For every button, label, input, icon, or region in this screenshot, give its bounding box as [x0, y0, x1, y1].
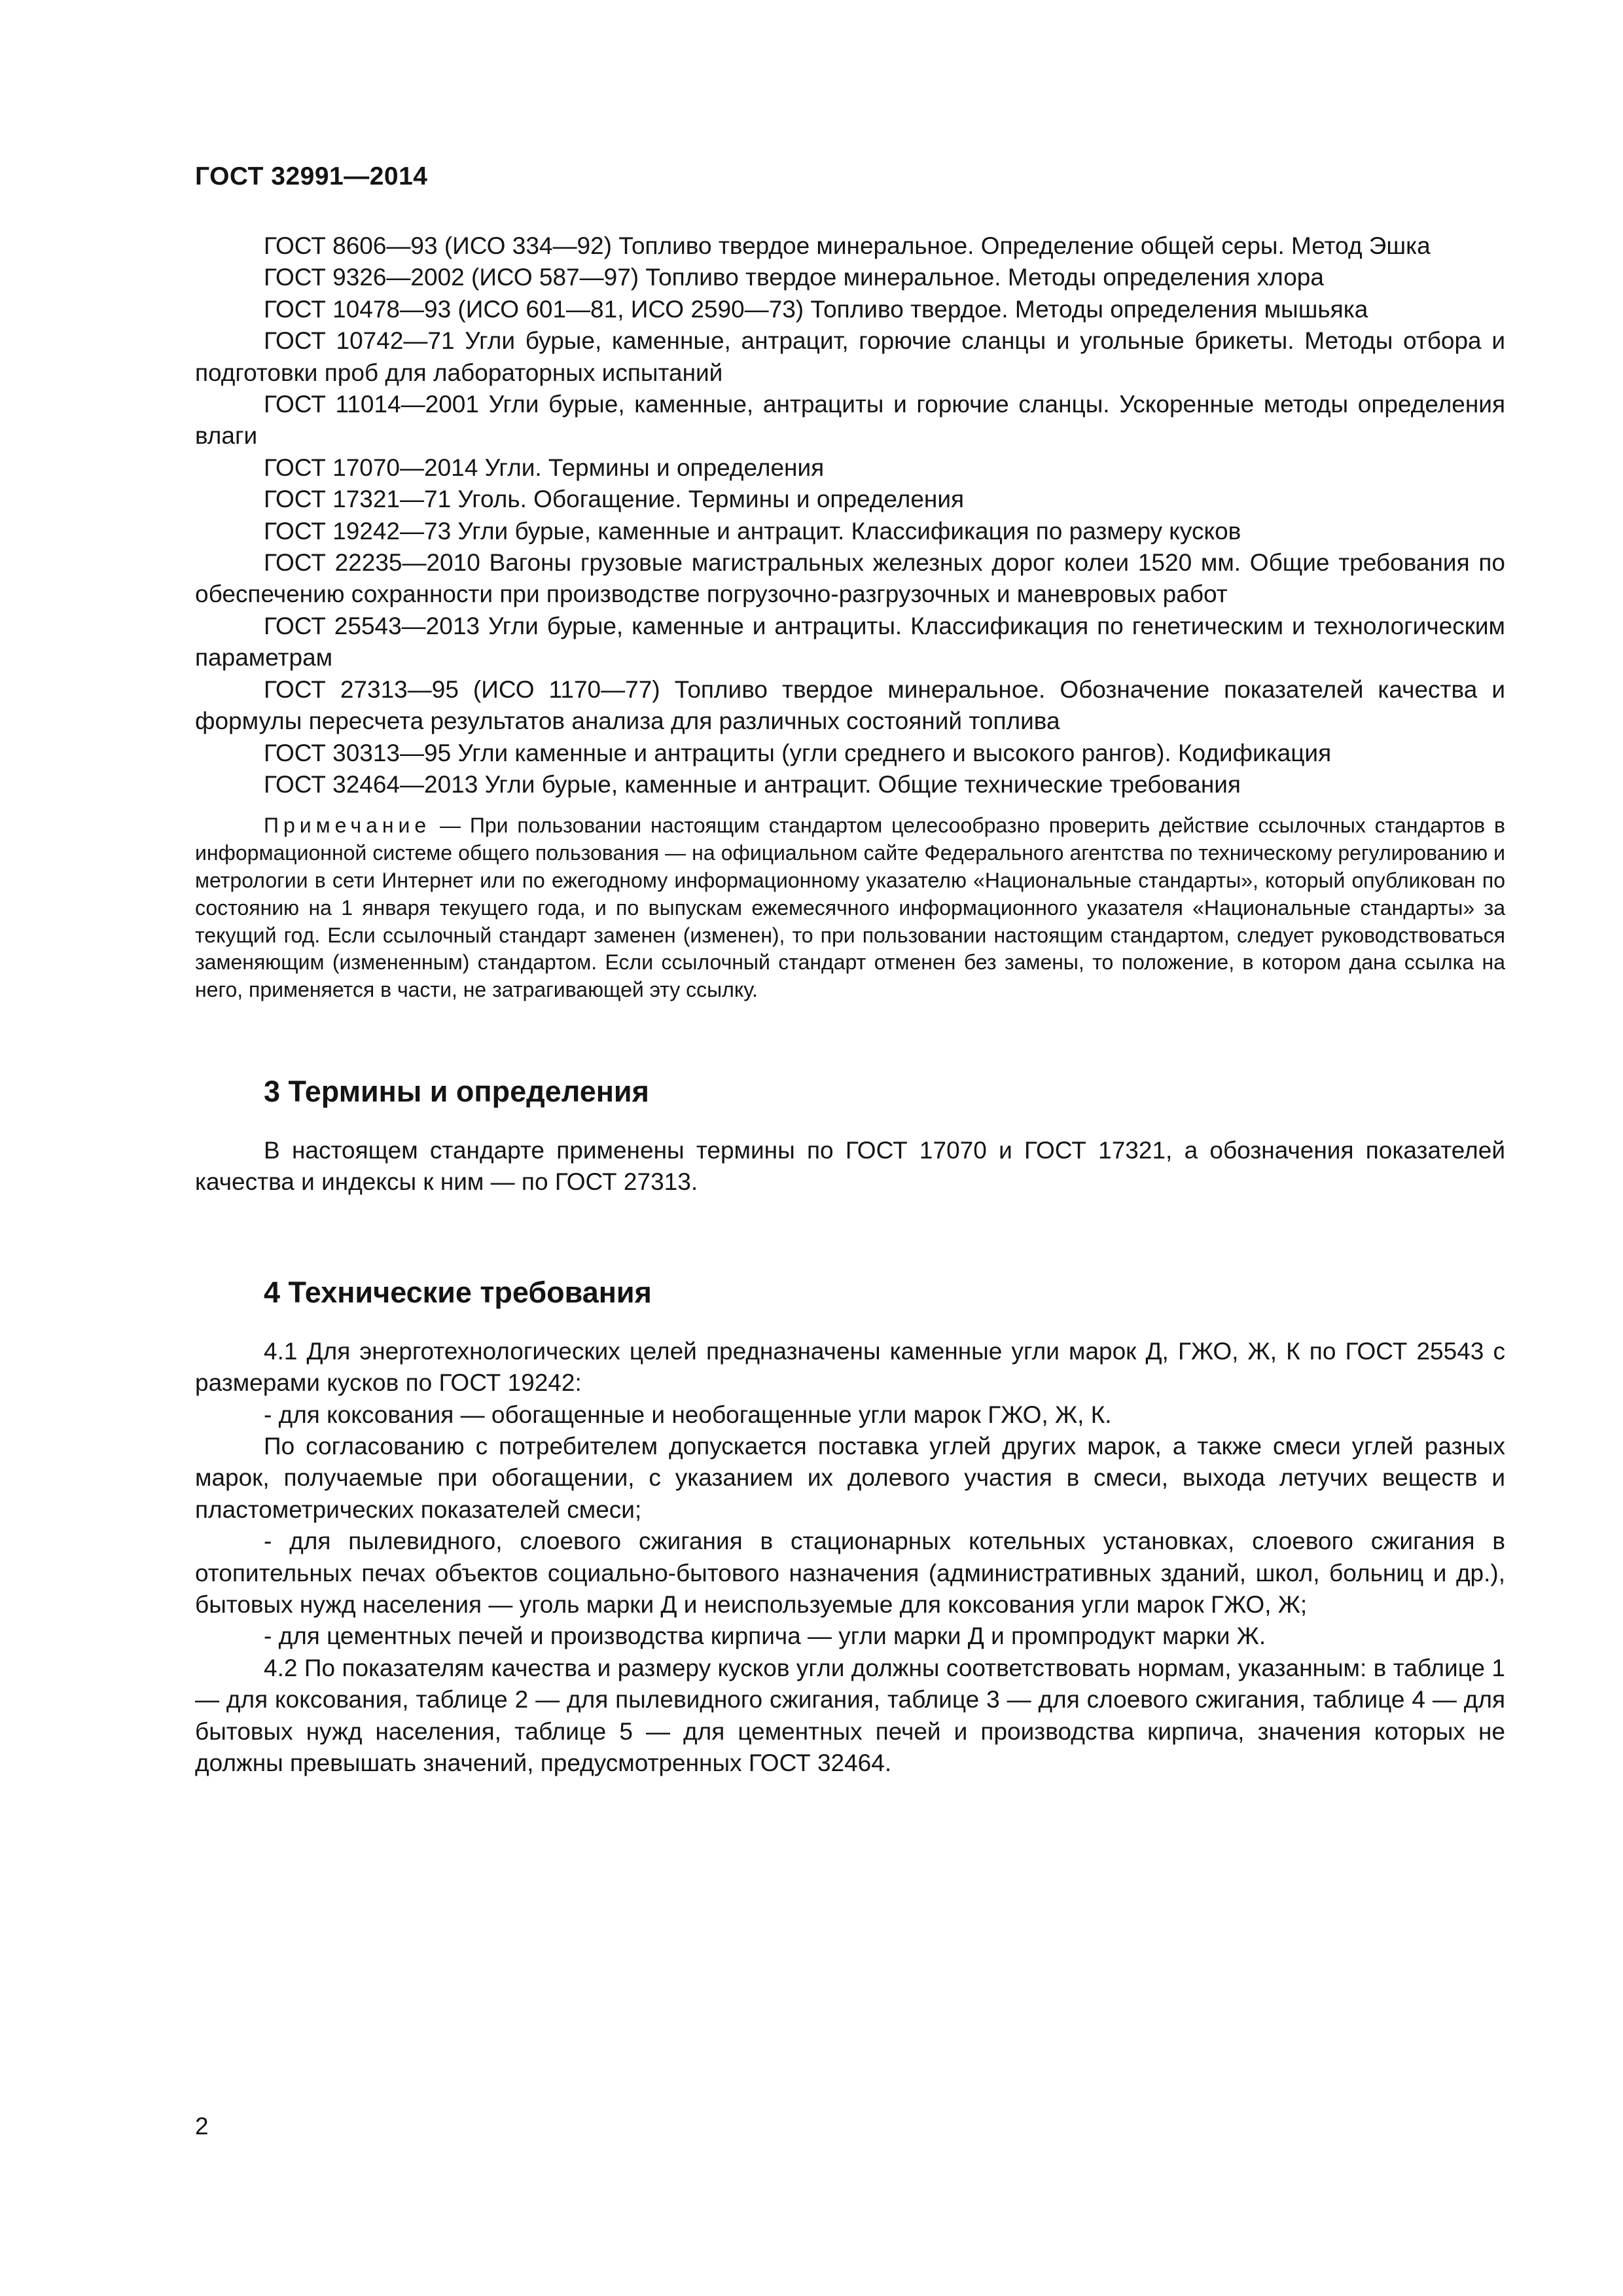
note-text: — При пользовании настоящим стандартом целесообразно проверить действие ссылочных стандартов в информационной системе общего пользования — на официальном сайте Федерального агентства по техническому регулированию и метрологии в сети Интернет или по ежегодному информационному указателю «Национальные стандарты», который опубликован по состоянию на 1 января текущего года, и по выпускам ежемесячного информационного указателя «Национальные стандарты» за текущий год. Если ссылочный стандарт заменен (изменен), то при пользовании настоящим стандартом, следует руководствоваться заменяющим (измененным) стандартом. Если ссылочный стандарт отменен без замены, то положение, в котором дана ссылка на него, применяется в части, не затрагивающей эту ссылку. — [195, 814, 1505, 1002]
page-number: 2 — [195, 2113, 209, 2140]
section-3-paragraph: В настоящем стандарте применены термины по ГОСТ 17070 и ГОСТ 17321, а обозначения показателей качества и индексы к ним — по ГОСТ 27313. — [195, 1136, 1505, 1196]
section-4-paragraph: 4.1 Для энерготехнологических целей предназначены каменные угли марок Д, ГЖО, Ж, К по ГОСТ 25543 с размерами кусков по ГОСТ 19242: — [195, 1337, 1505, 1397]
section-3-title: 3 Термины и определения — [264, 1074, 649, 1108]
section-4-paragraph: По согласованию с потребителем допускается поставка углей других марок, а также смеси углей разных марок, получаемые при обогащении, с указанием их долевого участия в смеси, выхода летучих веществ и пластометрических показателей смеси; — [195, 1432, 1505, 1523]
reference-item: ГОСТ 8606—93 (ИСО 334—92) Топливо твердое минеральное. Определение общей серы. Метод Эшка — [264, 232, 1431, 259]
reference-item: ГОСТ 10742—71 Угли бурые, каменные, антрацит, горючие сланцы и угольные брикеты. Методы отбора и подготовки проб для лабораторных испытаний — [195, 327, 1505, 386]
reference-item: ГОСТ 19242—73 Угли бурые, каменные и антрацит. Классификация по размеру кусков — [264, 517, 1241, 545]
reference-item: ГОСТ 27313—95 (ИСО 1170—77) Топливо твердое минеральное. Обозначение показателей качества и формулы пересчета результатов анализа для различных состояний топлива — [195, 675, 1505, 735]
reference-item: ГОСТ 22235—2010 Вагоны грузовые магистральных железных дорог колеи 1520 мм. Общие требования по обеспечению сохранности при производстве погрузочно-разгрузочных и маневровых работ — [195, 549, 1505, 608]
page-content — [195, 230, 1505, 1779]
reference-item: ГОСТ 11014—2001 Угли бурые, каменные, антрациты и горючие сланцы. Ускоренные методы определения влаги — [195, 391, 1505, 450]
section-4-title: 4 Технические требования — [264, 1275, 652, 1309]
section-4-paragraph: - для пылевидного, слоевого сжигания в стационарных котельных установках, слоевого сжигания в отопительных печах объектов социально-бытового назначения (административных зданий, школ, больниц и др.), бытовых нужд населения — уголь марки Д и неиспользуемые для коксования угли марок ГЖО, Ж; — [195, 1528, 1505, 1618]
section-4-paragraph: 4.2 По показателям качества и размеру кусков угли должны соответствовать нормам, указанным: в таблице 1 — для коксования, таблице 2 — для пылевидного сжигания, таблице 3 — для слоевого сжигания, таблице 4 — для бытовых нужд населения, таблице 5 — для цементных печей и производства кирпича, значения которых не должны превышать значений, предусмотренных ГОСТ 32464. — [195, 1654, 1505, 1776]
reference-item: ГОСТ 10478—93 (ИСО 601—81, ИСО 2590—73) Топливо твердое. Методы определения мышьяка — [264, 295, 1368, 323]
reference-item: ГОСТ 32464—2013 Угли бурые, каменные и антрацит. Общие технические требования — [264, 770, 1241, 798]
section-4-body — [195, 1336, 1505, 1780]
reference-item: ГОСТ 9326—2002 (ИСО 587—97) Топливо твердое минеральное. Методы определения хлора — [264, 264, 1324, 291]
reference-item: ГОСТ 17070—2014 Угли. Термины и определения — [264, 454, 825, 481]
note-label: Примечание — [264, 814, 431, 838]
document-code-header: ГОСТ 32991—2014 — [195, 162, 428, 190]
section-4-paragraph: - для коксования — обогащенные и необогащенные угли марок ГЖО, Ж, К. — [264, 1401, 1112, 1428]
normative-references-list — [195, 230, 1505, 800]
references-note — [195, 812, 1505, 1004]
section-3-body — [195, 1135, 1505, 1198]
section-4-paragraph: - для цементных печей и производства кирпича — угли марки Д и промпродукт марки Ж. — [264, 1623, 1266, 1650]
reference-item: ГОСТ 25543—2013 Угли бурые, каменные и антрациты. Классификация по генетическим и технологическим параметрам — [195, 612, 1505, 672]
reference-item: ГОСТ 30313—95 Угли каменные и антрациты (угли среднего и высокого рангов). Кодификация — [264, 739, 1332, 766]
reference-item: ГОСТ 17321—71 Уголь. Обогащение. Термины и определения — [264, 486, 965, 513]
